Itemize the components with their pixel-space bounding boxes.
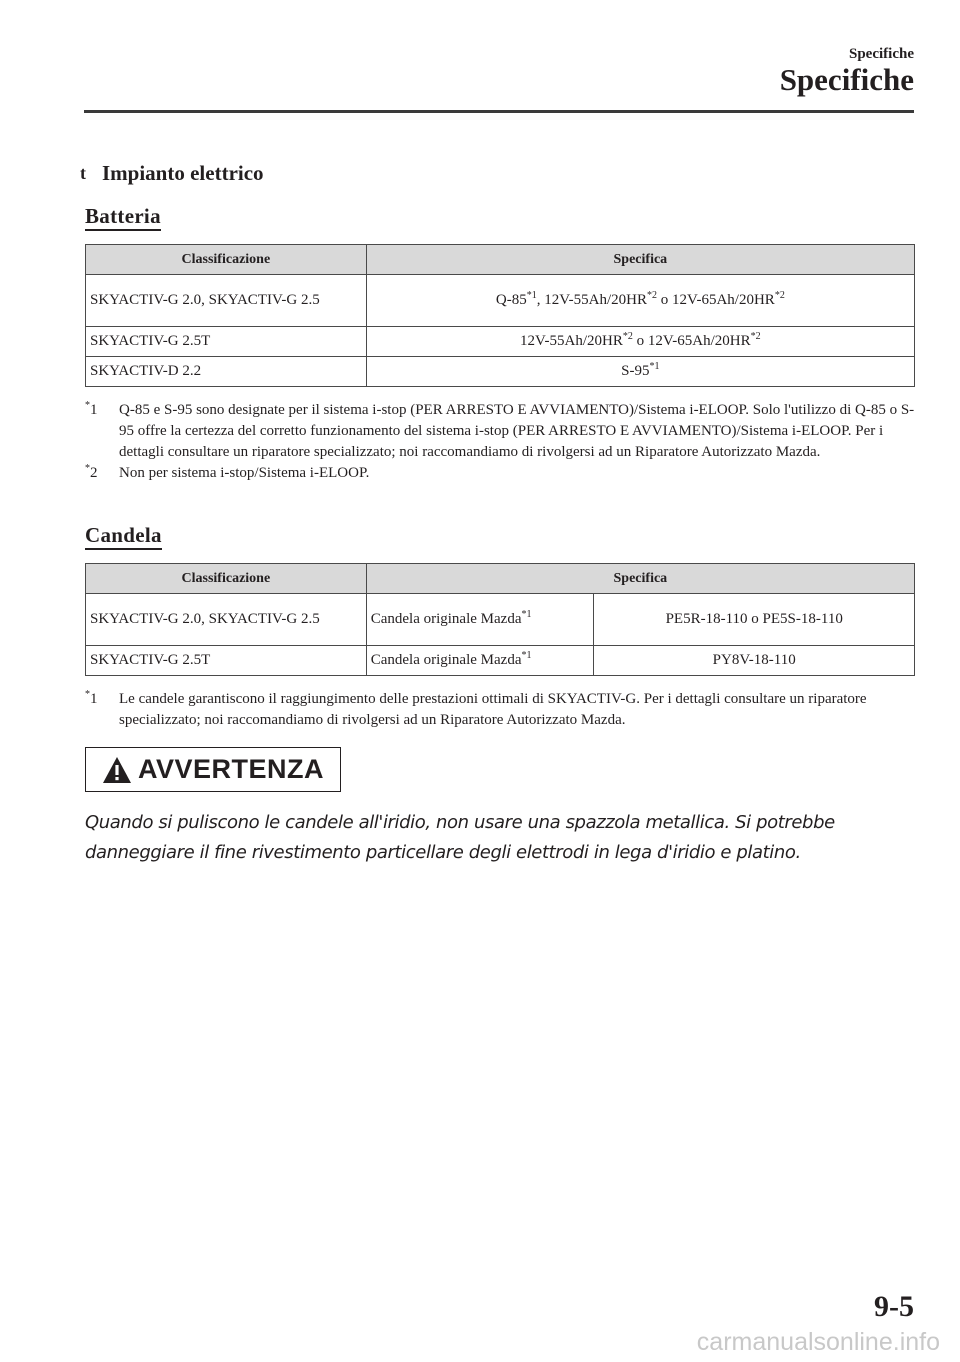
column-header: Classificazione (86, 245, 367, 275)
classification-cell: SKYACTIV-G 2.0, SKYACTIV-G 2.5 (86, 275, 367, 327)
classification-cell: SKYACTIV-G 2.0, SKYACTIV-G 2.5 (86, 594, 367, 646)
watermark: carmanualsonline.info (696, 1328, 940, 1356)
spark-plug-table (85, 563, 915, 676)
part-number-cell: PY8V-18-110 (594, 646, 915, 676)
table-row (86, 275, 915, 327)
table-row (86, 357, 915, 387)
section-title (80, 161, 264, 186)
warning-triangle-icon (102, 756, 132, 784)
warning-text: Quando si puliscono le candele all'iridio, non usare una spazzola metallica. Si potrebbe danneggiare il fine rivestimento particellare degli elettrodi in lega d'iridio e platino. (85, 812, 835, 863)
section-title-text: Impianto elettrico (102, 161, 264, 185)
plug-type-cell: Candela originale Mazda$^{*1}$ (366, 594, 594, 646)
spark-plug-title: Candela (85, 523, 162, 548)
footnote: *1 Le candele garantiscono il raggiungimento delle prestazioni ottimali di SKYACTIV-G. Per i dettagli consultare un riparatore specializzato; noi raccomandiamo di rivolgersi ad un Riparatore Autorizzato Mazda. (85, 689, 867, 728)
column-header: Classificazione (86, 564, 367, 594)
plug-type-cell: Candela originale Mazda$^{*1}$ (366, 646, 594, 676)
classification-cell: SKYACTIV-G 2.5T (86, 646, 367, 676)
battery-table (85, 244, 915, 387)
spec-cell: S-95$^{*1}$ (366, 357, 914, 387)
spark-plug-notes (85, 689, 915, 731)
classification-cell: SKYACTIV-G 2.5T (86, 327, 367, 357)
table-row (86, 646, 915, 676)
column-header: Specifica (366, 245, 914, 275)
part-number-cell: PE5R-18-110 o PE5S-18-110 (594, 594, 915, 646)
spark-plug-table-header (86, 564, 915, 594)
section-marker-icon: t (80, 163, 86, 183)
page-number: 9-5 (874, 1290, 914, 1323)
warning-label: AVVERTENZA (137, 754, 324, 784)
footnote: *1 Q-85 e S-95 sono designate per il sistema i-stop (PER ARRESTO E AVVIAMENTO)/Sistema i-ELOOP. Solo l'utilizzo di Q-85 o S-95 offre la certezza del corretto funzionamento del sistema i-stop (PER ARRESTO E AVVIAMENTO)/Sistema i-ELOOP. Per i dettagli consultare un riparatore specializzato; noi raccomandiamo di rivolgersi ad un Riparatore Autorizzato Mazda. (85, 400, 915, 460)
battery-table-header (86, 245, 915, 275)
column-header: Specifica (366, 564, 914, 594)
classification-cell: SKYACTIV-D 2.2 (86, 357, 367, 387)
table-row (86, 594, 915, 646)
table-row (86, 327, 915, 357)
footnote: *2 Non per sistema i-stop/Sistema i-ELOOP. (85, 463, 370, 481)
spec-cell: Q-85$^{*1}$, 12V-55Ah/20HR$^{*2}$ o 12V-65Ah/20HR$^{*2}$ (366, 275, 914, 327)
warning-box (85, 747, 341, 792)
chapter-label-small: Specifiche (849, 46, 914, 62)
battery-notes (85, 400, 915, 484)
chapter-title: Specifiche (779, 62, 914, 97)
header-rule (84, 110, 914, 113)
battery-title: Batteria (85, 204, 161, 229)
spec-cell: 12V-55Ah/20HR$^{*2}$ o 12V-65Ah/20HR$^{*2}$ (366, 327, 914, 357)
